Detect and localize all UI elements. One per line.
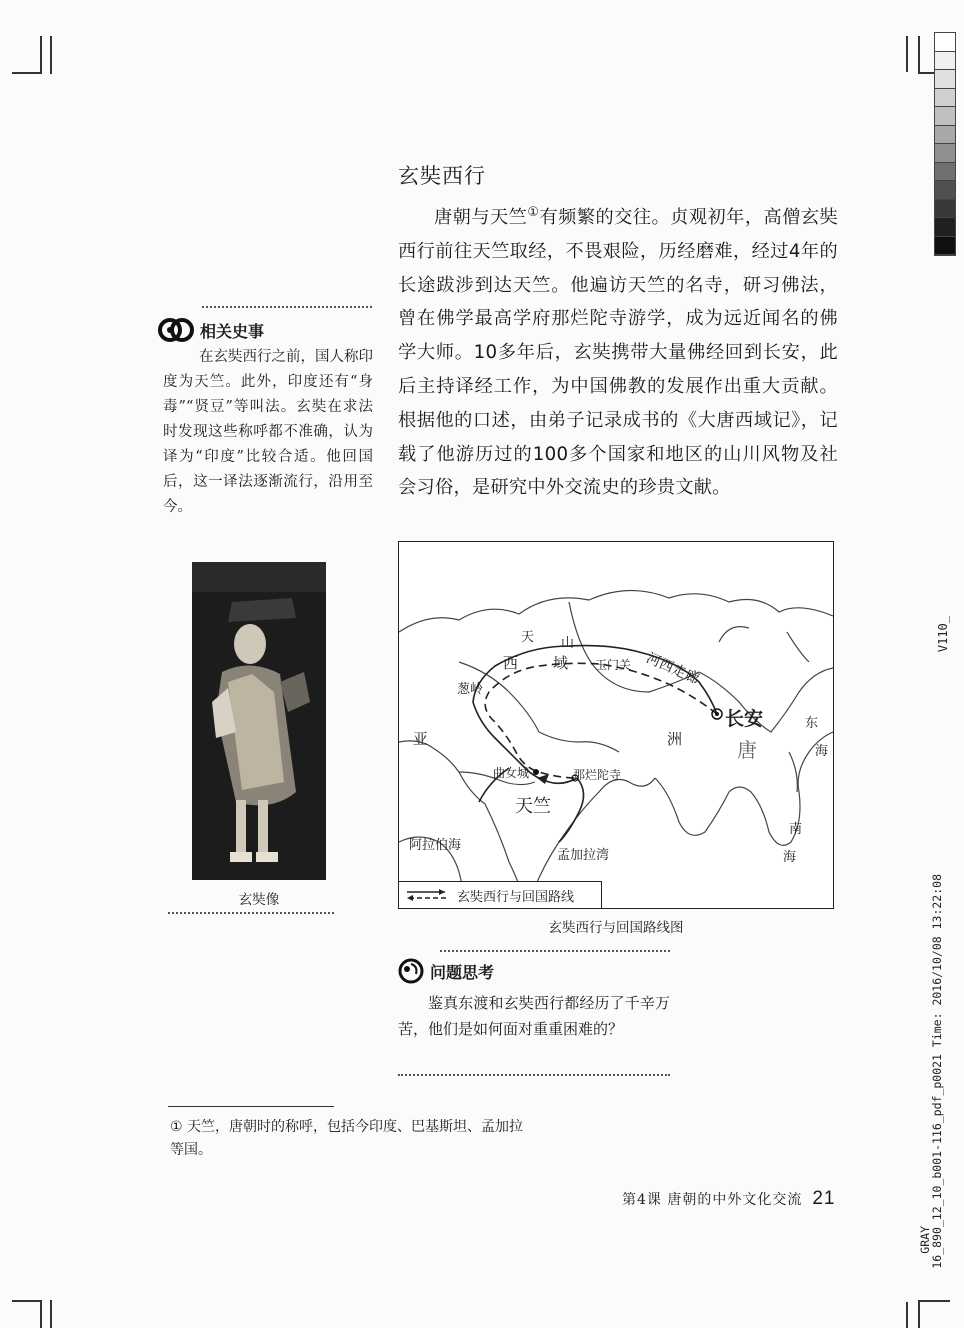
map-label-mengjiala: 孟加拉湾 xyxy=(557,848,610,863)
page-footer xyxy=(622,1188,836,1210)
gray-swatch xyxy=(935,107,955,126)
map-label-nan: 南 xyxy=(789,822,803,837)
footnote-reference: ① xyxy=(527,205,540,220)
history-swirl-icon xyxy=(158,316,194,344)
gray-swatch xyxy=(935,52,955,71)
margin-gray-label: GRAY xyxy=(918,1226,932,1254)
page-number: 21 xyxy=(812,1188,836,1209)
gray-scale-strip xyxy=(934,32,956,256)
map-label-hexi: 河西走廊 xyxy=(643,650,702,688)
body-text-rest: 有频繁的交往。贞观初年，高僧玄奘西行前往天竺取经，不畏艰险，历经磨难，经过4年的长途跋涉到达天竺。他遍访天竺的名寺，研习佛法，曾在佛学最高学府那烂陀寺游学，成为远近闻名的佛学大师。10多年后，玄奘携带大量佛经回到长安，此后主持译经工作，为中国佛教的发展作出重大贡献。根据他的口述，由弟子记录成书的《大唐西域记》，记载了他游历过的100多个国家和地区的山川风物及社会习俗，是研究中外交流史的珍贵文献。 xyxy=(398,207,838,499)
sidebar-divider-bottom xyxy=(168,912,334,914)
map-label-hai-1: 海 xyxy=(815,744,829,759)
crop-mark xyxy=(12,72,42,74)
crop-mark xyxy=(918,1300,950,1302)
crop-mark xyxy=(918,36,920,72)
gray-swatch xyxy=(935,33,955,52)
gray-swatch xyxy=(935,237,955,256)
route-map xyxy=(398,541,834,909)
footnote-rule xyxy=(168,1106,334,1107)
sidebar-heading xyxy=(158,316,264,344)
question-divider-top xyxy=(440,950,670,952)
sidebar-heading-label: 相关史事 xyxy=(200,321,265,341)
crop-mark xyxy=(50,36,52,74)
crop-mark xyxy=(906,36,908,72)
crop-mark xyxy=(40,1300,42,1328)
body-text-start: 唐朝与天竺 xyxy=(434,207,528,229)
map-label-ya: 亚 xyxy=(413,730,429,748)
gray-swatch xyxy=(935,218,955,237)
map-label-xiyu-2: 域 xyxy=(553,654,569,672)
map-legend-label: 玄奘西行与回国路线 xyxy=(457,889,575,905)
route-arrows-icon xyxy=(405,888,449,902)
portrait-caption: 玄奘像 xyxy=(238,892,280,908)
crop-mark xyxy=(906,1302,908,1328)
map-label-dong: 东 xyxy=(805,716,819,731)
map-label-qunvcheng: 曲女城 xyxy=(493,766,530,780)
margin-code: V110_ xyxy=(936,616,950,653)
question-divider-bottom xyxy=(398,1074,670,1076)
map-label-xiyu-1: 西 xyxy=(503,654,519,672)
lesson-title: 第4课 唐朝的中外文化交流 xyxy=(622,1192,803,1208)
map-label-congling: 葱岭 xyxy=(457,682,484,697)
map-label-tianshan-1: 天 xyxy=(521,630,535,645)
gray-swatch xyxy=(935,144,955,163)
map-outline-graphic xyxy=(399,542,833,908)
map-label-tianzhu: 天竺 xyxy=(515,796,551,817)
question-text: 鉴真东渡和玄奘西行都经历了千辛万苦，他们是如何面对重重困难的？ xyxy=(398,994,670,1038)
map-legend xyxy=(399,881,602,908)
xuanzang-portrait-image xyxy=(192,562,326,880)
margin-timestamp: 16_890_12_10_b001-116_pdf_p0021 Time: 2016/10/08 13:22:08 xyxy=(930,874,944,1269)
map-label-changan: 长安 xyxy=(725,708,764,730)
section-title: 玄奘西行 xyxy=(398,164,486,188)
gray-swatch xyxy=(935,163,955,182)
map-label-hai-2: 海 xyxy=(783,850,797,865)
question-heading xyxy=(398,958,494,984)
map-label-nalantuosi: 那烂陀寺 xyxy=(573,768,622,782)
question-heading-label: 问题思考 xyxy=(430,962,495,982)
crop-mark xyxy=(12,1300,42,1302)
crop-mark xyxy=(50,1300,52,1328)
map-label-tianshan-2: 山 xyxy=(561,636,575,651)
map-label-alabo: 阿拉伯海 xyxy=(409,838,462,853)
gray-swatch xyxy=(935,200,955,219)
question-swirl-icon xyxy=(398,958,424,984)
sidebar-divider-top xyxy=(202,306,372,308)
map-label-zhou: 洲 xyxy=(667,730,683,748)
map-label-yumenguan: 玉门关 xyxy=(595,658,632,672)
crop-mark xyxy=(918,1302,920,1328)
body-paragraph xyxy=(398,196,838,505)
sidebar-text: 在玄奘西行之前，国人称印度为天竺。此外，印度还有“身毒”“贤豆”等叫法。玄奘在求法时发现这些称呼都不准确，认为译为“印度”比较合适。他回国后，这一译法逐渐流行，沿用至今。 xyxy=(163,349,373,515)
footnote: ① 天竺，唐朝时的称呼，包括今印度、巴基斯坦、孟加拉等国。 xyxy=(170,1119,523,1158)
crop-mark xyxy=(40,36,42,74)
gray-swatch xyxy=(935,126,955,145)
gray-swatch xyxy=(935,89,955,108)
gray-swatch xyxy=(935,70,955,89)
map-label-tang: 唐 xyxy=(737,738,757,762)
map-caption: 玄奘西行与回国路线图 xyxy=(548,920,684,936)
gray-swatch xyxy=(935,181,955,200)
